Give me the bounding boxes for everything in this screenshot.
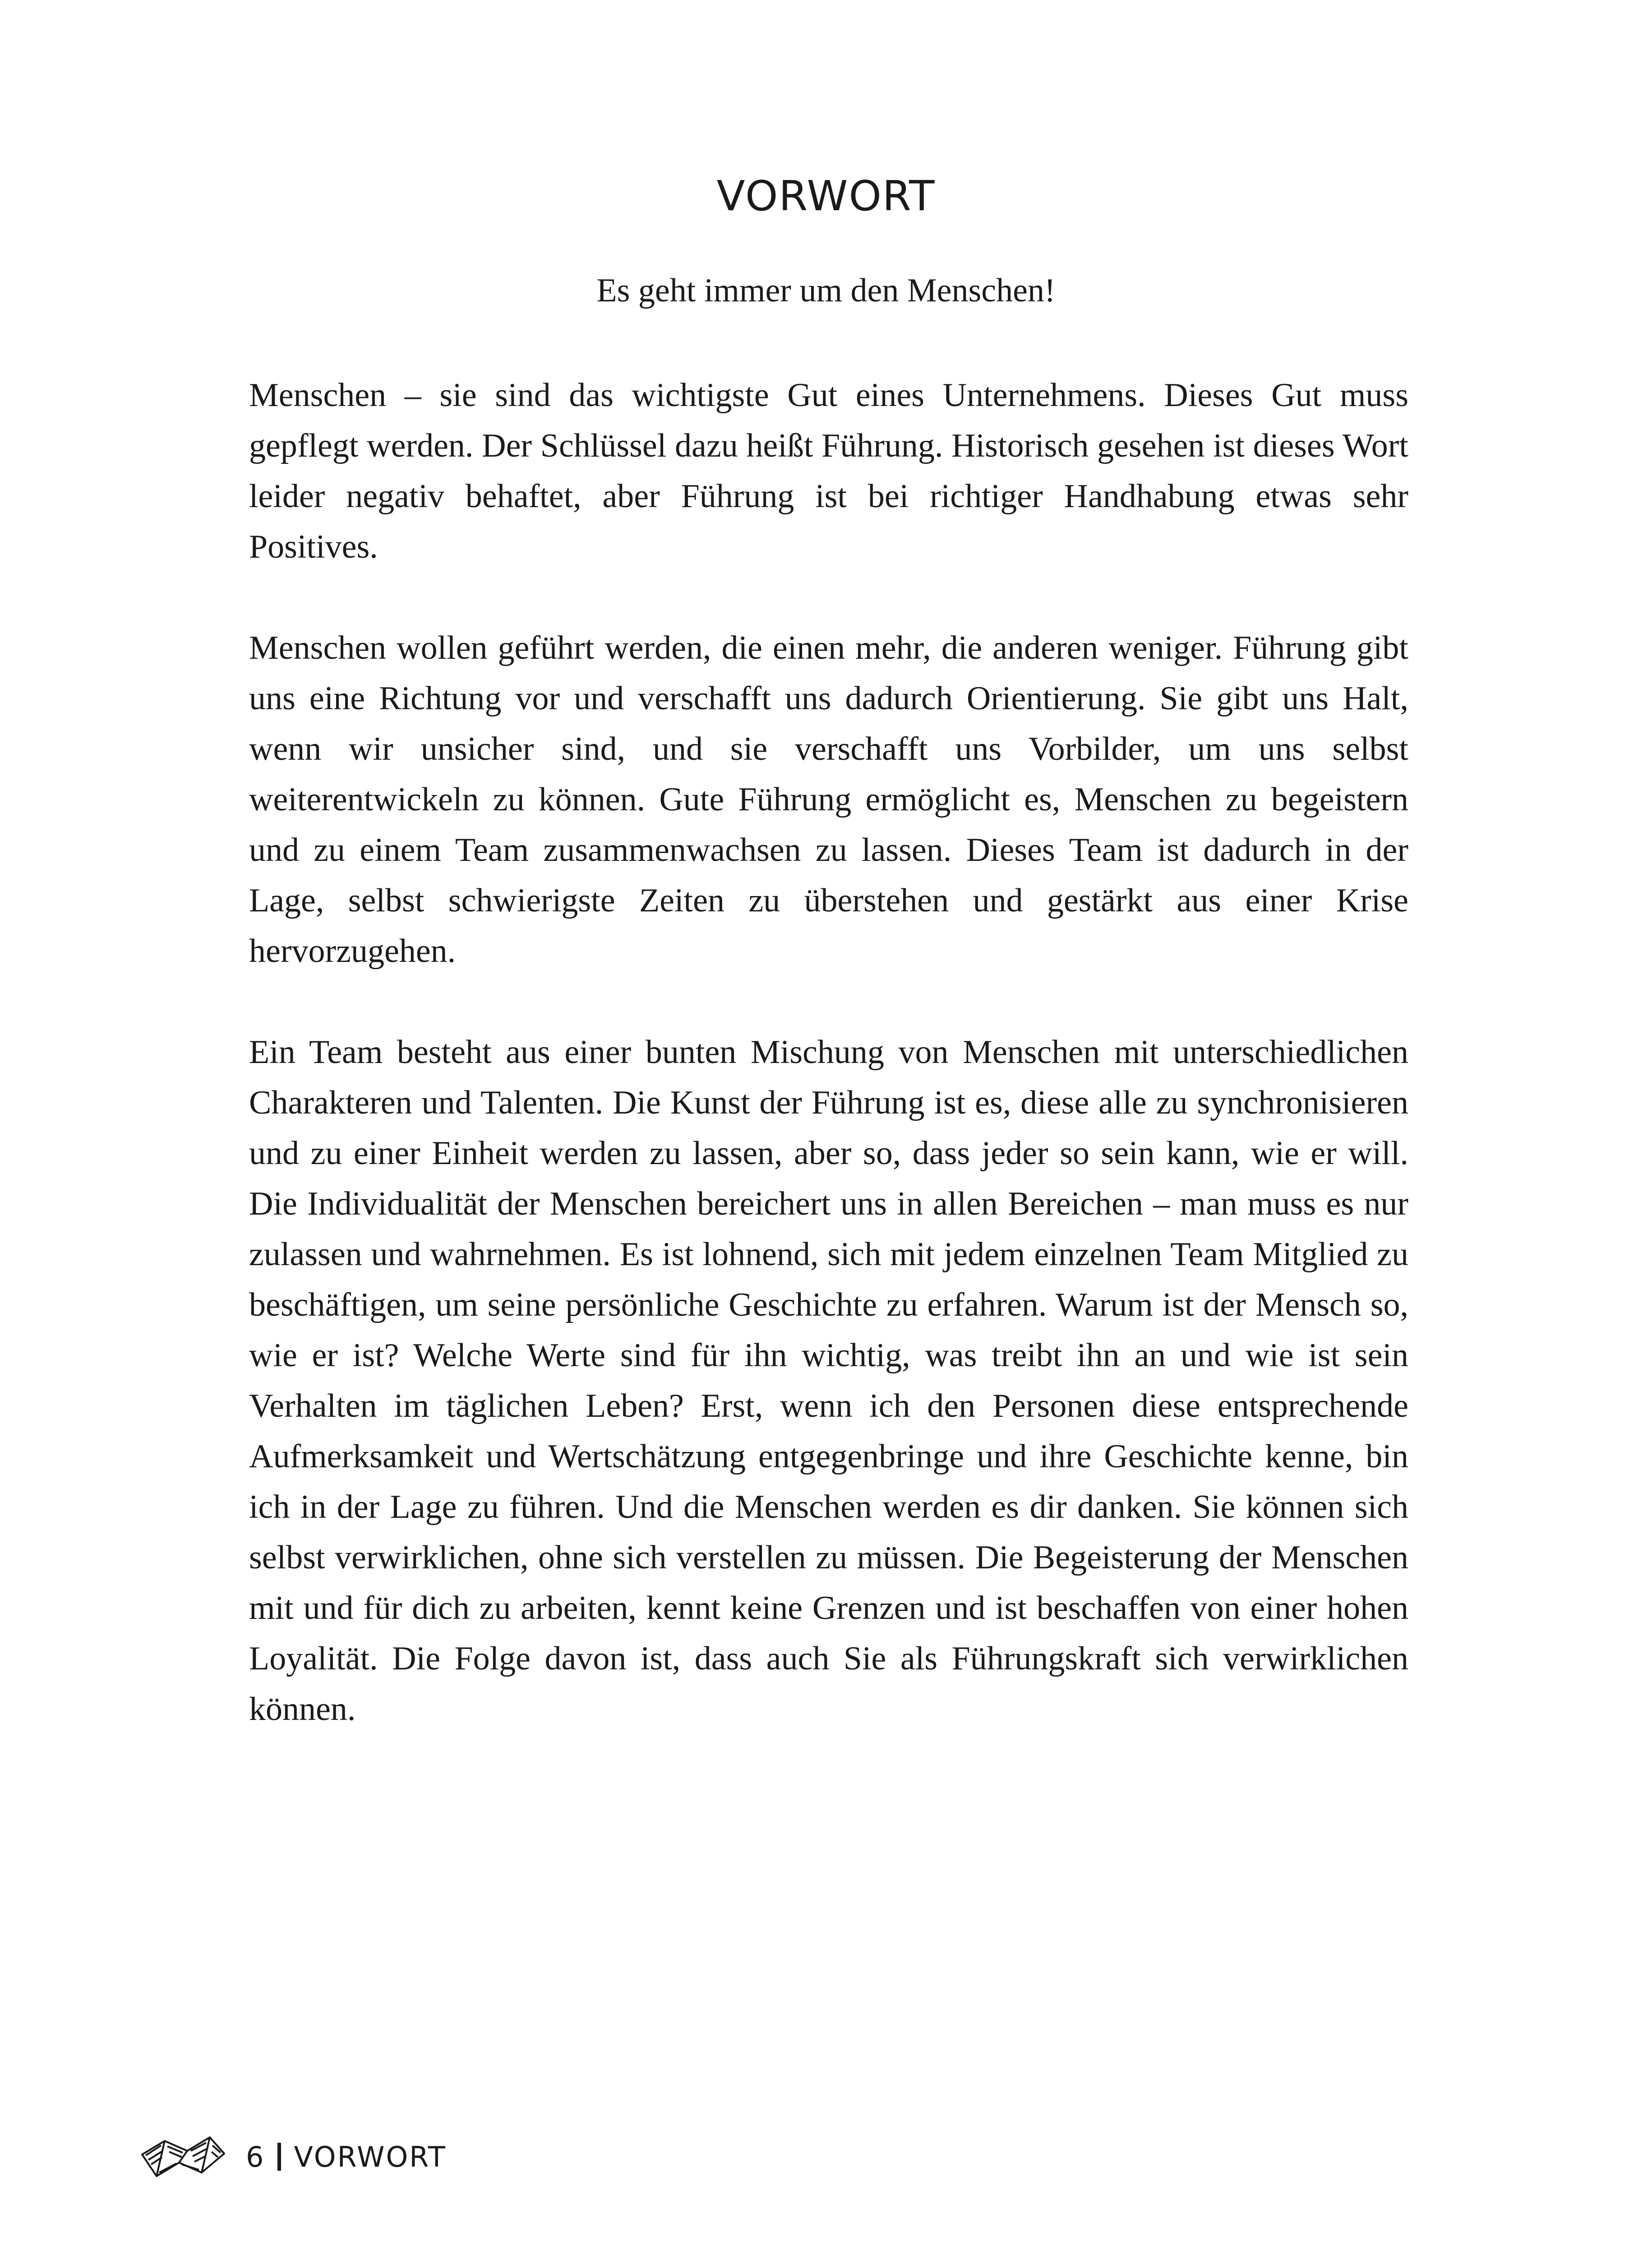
footer-separator bbox=[277, 2143, 281, 2171]
page-title: VORWORT bbox=[716, 172, 936, 220]
folded-map-icon bbox=[138, 2123, 228, 2191]
paragraph-2: Menschen wollen geführt werden, die einen mehr, die anderen weniger. Führung gibt uns eine Richtung vor und verschafft uns dadurch Orientierung. Sie gibt uns Halt, wenn wir unsicher sind, und sie verschafft uns Vorbilder, um uns selbst weiterentwickeln zu können. Gute Führung ermöglicht es, Menschen zu begeistern und zu einem Team zusammenwachsen zu lassen. Dieses Team ist dadurch in der Lage, selbst schwierigste Zeiten zu überstehen und gestärkt aus einer Krise hervorzugehen. bbox=[249, 629, 1408, 970]
paragraph-3: Ein Team besteht aus einer bunten Mischung von Menschen mit unterschiedlichen Charakteren und Talenten. Die Kunst der Führung ist es, diese alle zu synchronisieren und zu einer Einheit werden zu lassen, aber so, dass jeder so sein kann, wie er will. Die Individualität der Menschen bereichert uns in allen Bereichen – man muss es nur zulassen und wahrnehmen. Es ist lohnend, sich mit jedem einzelnen Team Mitglied zu beschäftigen, um seine persönliche Geschichte zu erfahren. Warum ist der Mensch so, wie er ist? Welche Werte sind für ihn wichtig, was treibt ihn an und wie ist sein Verhalten im täglichen Leben? Erst, wenn ich den Personen diese entsprechende Aufmerksamkeit und Wertschätzung entgegenbringe und ihre Geschichte kenne, bin ich in der Lage zu führen. Und die Menschen werden es dir danken. Sie können sich selbst verwirklichen, ohne sich verstellen zu müssen. Die Begeisterung der Menschen mit und für dich zu arbeiten, kennt keine Grenzen und ist beschaffen von einer hohen Loyalität. Die Folge davon ist, dass auch Sie als Führungskraft sich verwirklichen können. bbox=[249, 1034, 1408, 1728]
page-number: 6 bbox=[246, 2140, 265, 2173]
page-footer bbox=[138, 2121, 447, 2193]
page-subtitle: Es geht immer um den Menschen! bbox=[596, 272, 1056, 309]
body-text bbox=[249, 370, 1408, 1785]
footer-text bbox=[246, 2140, 447, 2173]
footer-section: VORWORT bbox=[294, 2140, 447, 2173]
paragraph-1: Menschen – sie sind das wichtigste Gut eines Unternehmens. Dieses Gut muss gepflegt werden. Der Schlüssel dazu heißt Führung. Historisch gesehen ist dieses Wort leider negativ behaftet, aber Führung ist bei richtiger Handhabung etwas sehr Positives. bbox=[249, 377, 1408, 565]
